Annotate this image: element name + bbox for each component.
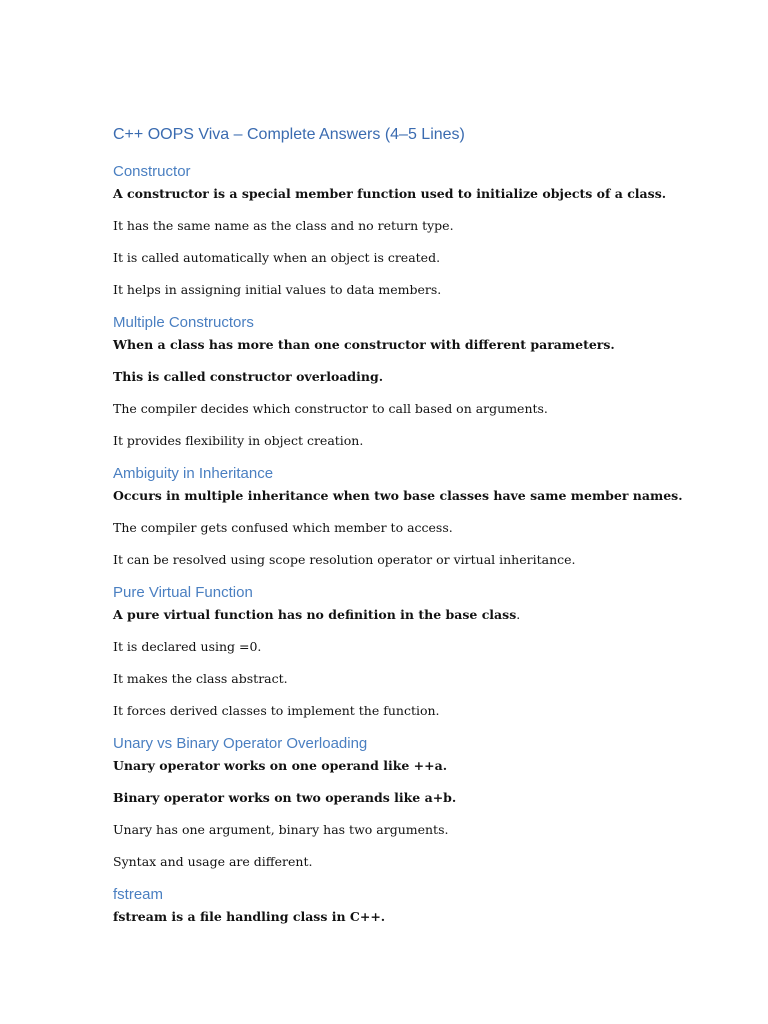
paragraph: It helps in assigning initial values to data members.: [113, 282, 442, 297]
section-unary-vs-binary: [113, 734, 713, 871]
paragraph: It provides flexibility in object creation.: [113, 433, 364, 448]
paragraph: Binary operator works on two operands like a+b.: [113, 790, 457, 805]
paragraph: When a class has more than one constructor with different parameters.: [113, 337, 615, 352]
paragraph: A constructor is a special member function used to initialize objects of a class.: [113, 186, 667, 201]
paragraph: Syntax and usage are different.: [113, 854, 313, 869]
bold-text: A pure virtual function has no definition in the base class: [113, 607, 517, 622]
paragraph: This is called constructor overloading.: [113, 369, 384, 384]
section-heading: Ambiguity in Inheritance: [113, 465, 274, 482]
paragraph: fstream is a file handling class in C++.: [113, 909, 386, 924]
section-heading: Multiple Constructors: [113, 314, 254, 331]
section-multiple-constructors: [113, 313, 713, 450]
paragraph: It has the same name as the class and no return type.: [113, 218, 454, 233]
paragraph: It can be resolved using scope resolution operator or virtual inheritance.: [113, 552, 576, 567]
paragraph: Unary operator works on one operand like ++a.: [113, 758, 448, 773]
paragraph: Unary has one argument, binary has two arguments.: [113, 822, 449, 837]
paragraph: It makes the class abstract.: [113, 671, 288, 686]
section-pure-virtual-function: [113, 583, 713, 720]
section-constructor: [113, 162, 713, 299]
section-heading: Pure Virtual Function: [113, 584, 253, 601]
paragraph: The compiler decides which constructor to call based on arguments.: [113, 401, 548, 416]
paragraph: It forces derived classes to implement the function.: [113, 703, 440, 718]
document-title: C++ OOPS Viva – Complete Answers (4–5 Lines): [113, 126, 465, 143]
paragraph: The compiler gets confused which member to access.: [113, 520, 453, 535]
section-heading: fstream: [113, 886, 164, 903]
paragraph-suffix: .: [516, 607, 521, 622]
section-fstream: [113, 885, 713, 926]
document-page: [113, 124, 713, 940]
section-ambiguity-in-inheritance: [113, 464, 713, 569]
section-heading: Constructor: [113, 163, 191, 180]
paragraph: It is called automatically when an object is created.: [113, 250, 441, 265]
paragraph: It is declared using =0.: [113, 639, 262, 654]
section-heading: Unary vs Binary Operator Overloading: [113, 735, 368, 752]
paragraph: Occurs in multiple inheritance when two base classes have same member names.: [113, 488, 683, 503]
paragraph: [113, 606, 713, 624]
